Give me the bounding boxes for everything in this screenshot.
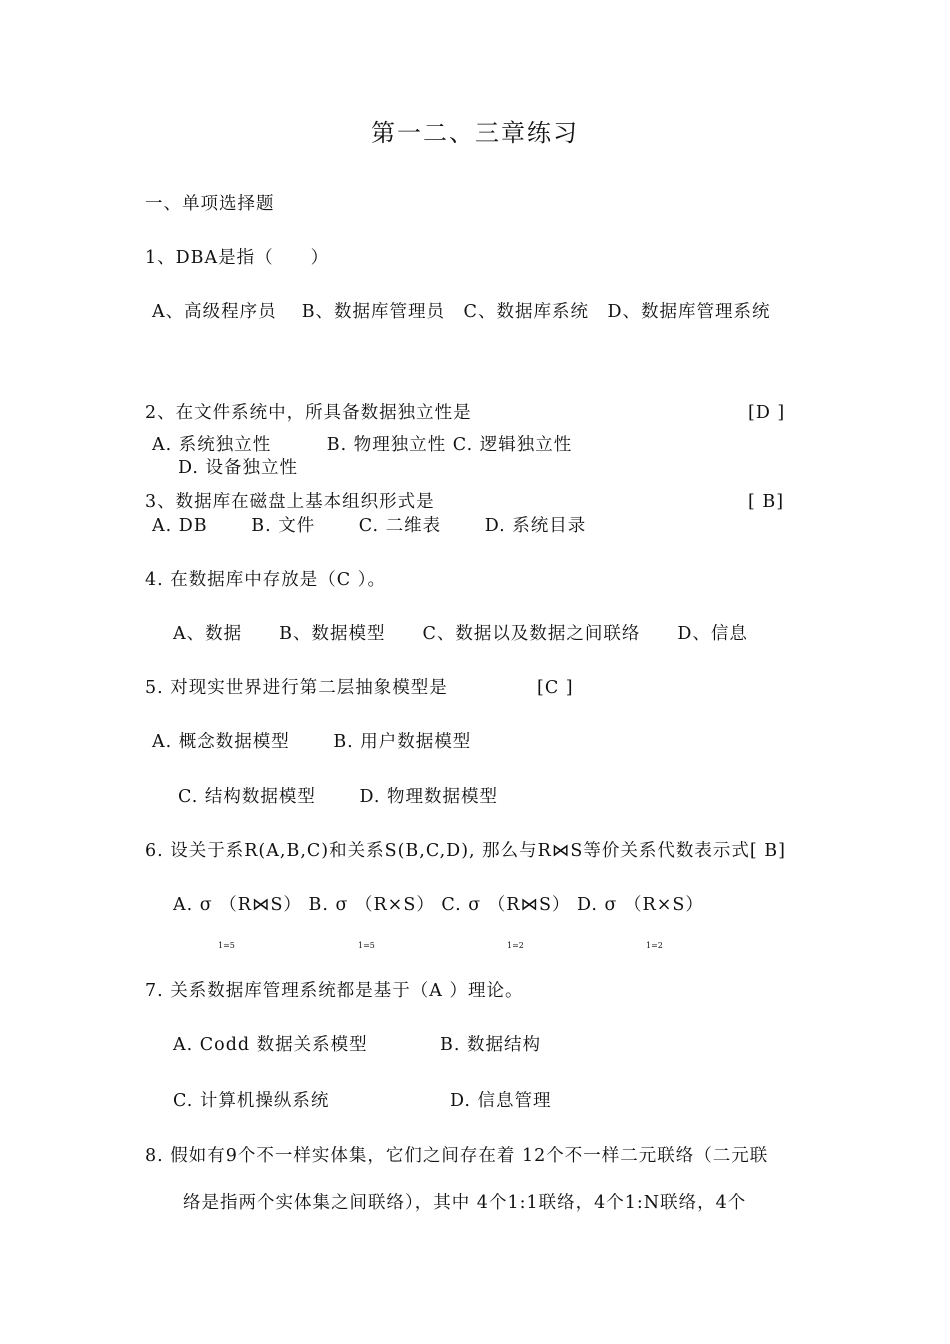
question-7-option-b: B. 数据结构 xyxy=(440,1035,541,1055)
question-5-options-line2: C. 结构数据模型 D. 物理数据模型 xyxy=(178,787,498,807)
selection-subscript-b: 1=5 xyxy=(358,941,375,950)
question-3-answer: [ B] xyxy=(748,492,785,512)
selection-subscript-c: 1=2 xyxy=(507,941,524,950)
selection-subscript-d: 1=2 xyxy=(646,941,663,950)
question-2-options-line1: A. 系统独立性 B. 物理独立性 C. 逻辑独立性 xyxy=(152,435,573,455)
question-2-answer: [D ] xyxy=(748,403,786,423)
question-3-options: A. DB B. 文件 C. 二维表 D. 系统目录 xyxy=(152,516,587,536)
question-5-stem: 5. 对现实世界进行第二层抽象模型是 xyxy=(145,678,448,698)
question-7-option-d: D. 信息管理 xyxy=(450,1091,552,1111)
question-6-options: A. σ （R⋈S） B. σ （R×S） C. σ （R⋈S） D. σ （R×S） xyxy=(173,895,704,915)
question-7-option-a: A. Codd 数据关系模型 xyxy=(173,1035,368,1055)
question-6-stem: 6. 设关于系R(A,B,C)和关系S(B,C,D), 那么与R⋈S等价关系代数表示式[ B] xyxy=(145,841,786,861)
question-4-stem: 4. 在数据库中存放是（C ）。 xyxy=(145,570,386,590)
question-5-options-line1: A. 概念数据模型 B. 用户数据模型 xyxy=(152,732,472,752)
section-heading: 一、单项选择题 xyxy=(145,194,275,214)
question-5-answer: [C ] xyxy=(537,678,574,698)
question-8-stem-line1: 8. 假如有9个不一样实体集，它们之间存在着 12个不一样二元联络（二元联 xyxy=(145,1146,769,1166)
question-7-option-c: C. 计算机操纵系统 xyxy=(173,1091,330,1111)
selection-subscript-a: 1=5 xyxy=(218,941,235,950)
question-7-stem: 7. 关系数据库管理系统都是基于（A ）理论。 xyxy=(145,981,524,1001)
question-4-options: A、数据 B、数据模型 C、数据以及数据之间联络 D、信息 xyxy=(173,624,748,644)
question-2-stem: 2、在文件系统中，所具备数据独立性是 xyxy=(145,403,472,423)
question-1-stem: 1、DBA是指（ ） xyxy=(145,248,330,268)
question-1-options: A、高级程序员 B、数据库管理员 C、数据库系统 D、数据库管理系统 xyxy=(152,302,771,322)
question-3-stem: 3、数据库在磁盘上基本组织形式是 xyxy=(145,492,435,512)
question-2-options-line2: D. 设备独立性 xyxy=(178,458,299,478)
question-8-stem-line2: 络是指两个实体集之间联络），其中 4个1:1联络，4个1:N联络，4个 xyxy=(183,1193,747,1213)
page-title: 第一二、三章练习 xyxy=(371,119,579,147)
